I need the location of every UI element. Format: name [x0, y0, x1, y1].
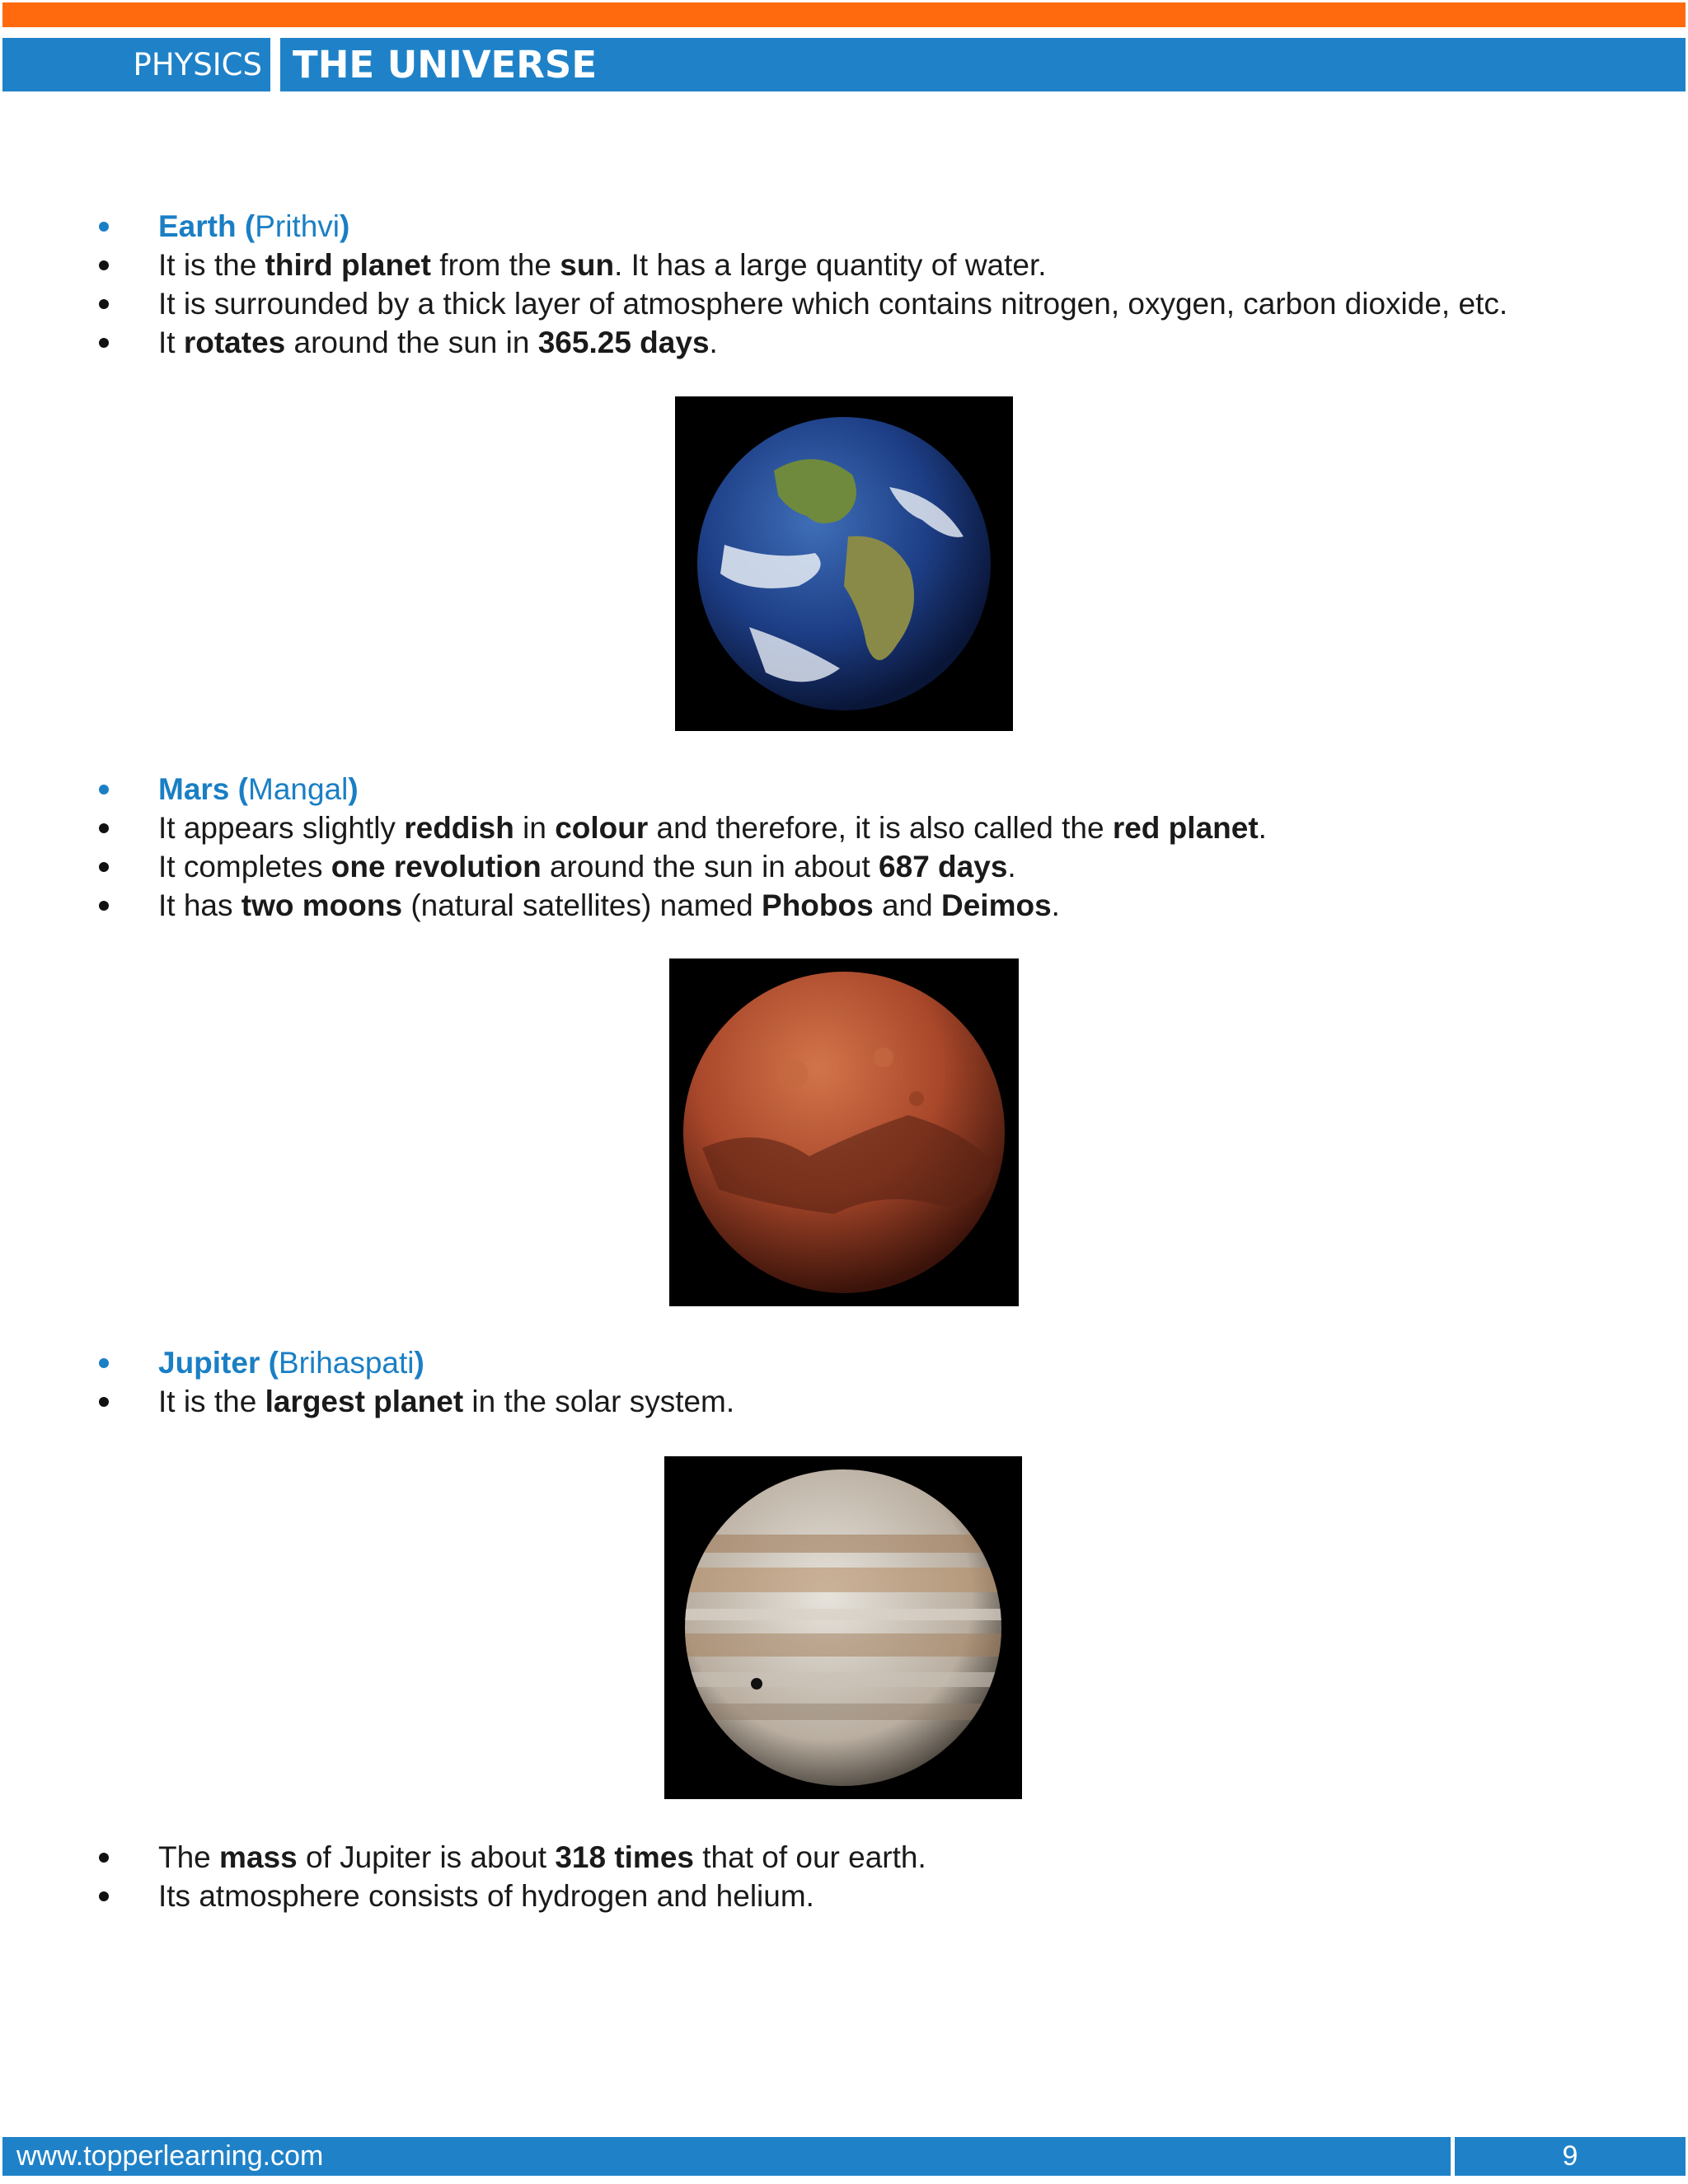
bullet-icon: [99, 338, 109, 348]
top-accent-bar: [2, 2, 1686, 27]
bullet-icon: [99, 785, 109, 794]
bullet-icon: [99, 823, 109, 833]
bullet-icon: [99, 299, 109, 309]
jupiter-image: [664, 1456, 1022, 1799]
page-number: 9: [1455, 2137, 1686, 2176]
earth-heading: Earth (Prithvi): [158, 209, 350, 243]
bullet-icon: [99, 1397, 109, 1407]
bullet-icon: [99, 901, 109, 911]
mars-image: [669, 958, 1019, 1306]
earth-image: [675, 396, 1013, 731]
bullet-icon: [99, 1853, 109, 1863]
bullet-icon: [99, 260, 109, 270]
bullet-icon: [99, 1358, 109, 1368]
bullet-icon: [99, 222, 109, 232]
jupiter-heading: Jupiter (Brihaspati): [158, 1346, 424, 1380]
bullet-icon: [99, 862, 109, 872]
footer-website: www.topperlearning.com: [2, 2137, 1451, 2176]
mars-heading: Mars (Mangal): [158, 772, 359, 806]
page-header: [2, 38, 1686, 91]
subject-label: PHYSICS: [2, 38, 270, 91]
chapter-title: THE UNIVERSE: [280, 38, 1686, 91]
bullet-icon: [99, 1891, 109, 1901]
